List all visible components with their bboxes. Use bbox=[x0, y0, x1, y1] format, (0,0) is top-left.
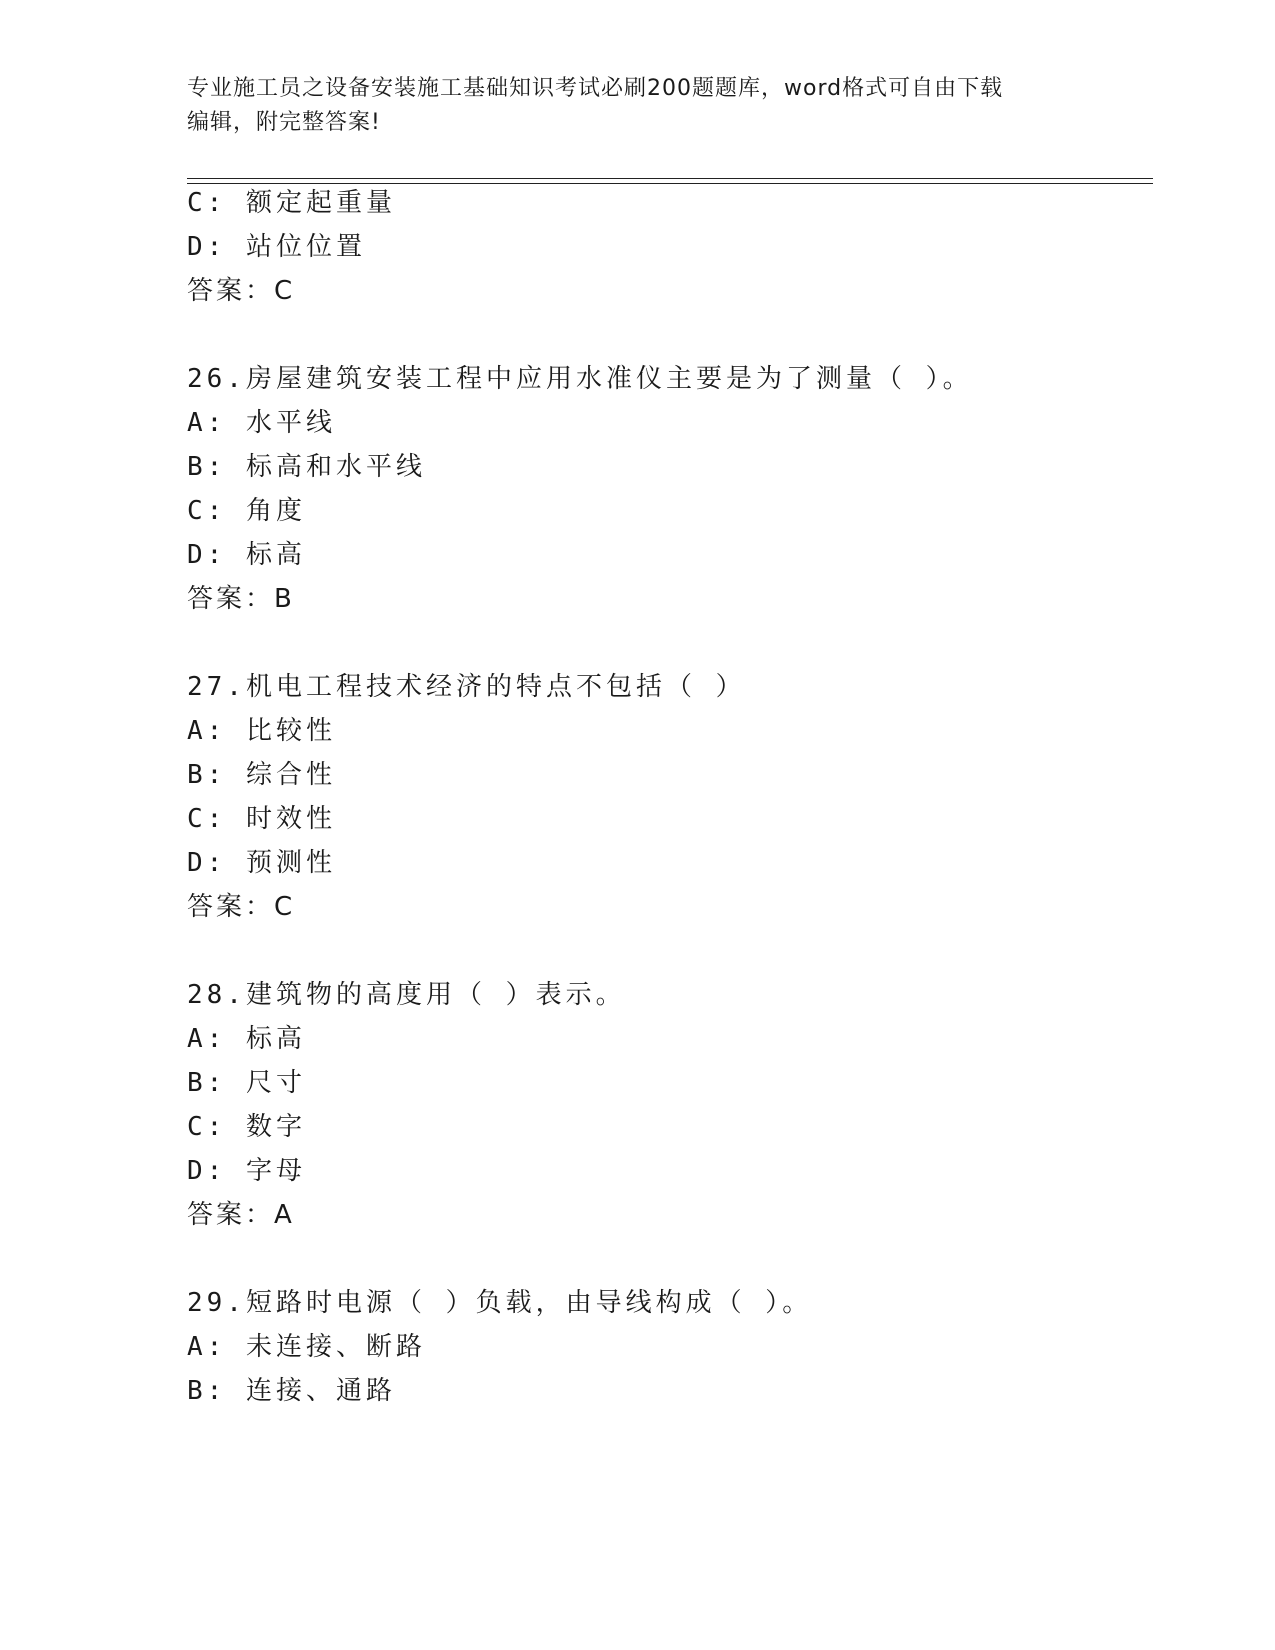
option-b: B: 连接、通路 bbox=[187, 1376, 396, 1406]
option-a: A: 水平线 bbox=[187, 408, 336, 438]
answer-line: 答案：B bbox=[187, 584, 295, 614]
option-d: D: 字母 bbox=[187, 1156, 306, 1186]
option-c: C: 数字 bbox=[187, 1112, 306, 1142]
option-c: C: 额定起重量 bbox=[187, 188, 396, 218]
question-stem: 27.机电工程技术经济的特点不包括（ ） bbox=[187, 672, 746, 702]
answer-line: 答案：C bbox=[187, 276, 296, 306]
option-d: D: 标高 bbox=[187, 540, 306, 570]
option-a: A: 未连接、断路 bbox=[187, 1332, 426, 1362]
answer-line: 答案：C bbox=[187, 892, 296, 922]
header-title-line-2: 编辑，附完整答案! bbox=[187, 110, 381, 135]
option-c: C: 角度 bbox=[187, 496, 306, 526]
question-stem: 29.短路时电源（ ）负载，由导线构成（ ）。 bbox=[187, 1288, 813, 1318]
option-d: D: 预测性 bbox=[187, 848, 336, 878]
option-d: D: 站位位置 bbox=[187, 232, 366, 262]
header-title-line-1: 专业施工员之设备安装施工基础知识考试必刷200题题库，word格式可自由下载 bbox=[187, 76, 1004, 101]
question-stem: 28.建筑物的高度用（ ）表示。 bbox=[187, 980, 626, 1010]
option-b: B: 综合性 bbox=[187, 760, 336, 790]
answer-line: 答案：A bbox=[187, 1200, 295, 1230]
option-b: B: 尺寸 bbox=[187, 1068, 306, 1098]
option-a: A: 比较性 bbox=[187, 716, 336, 746]
option-b: B: 标高和水平线 bbox=[187, 452, 426, 482]
question-stem: 26.房屋建筑安装工程中应用水准仪主要是为了测量（ ）。 bbox=[187, 364, 973, 394]
option-c: C: 时效性 bbox=[187, 804, 336, 834]
option-a: A: 标高 bbox=[187, 1024, 306, 1054]
question-list bbox=[187, 0, 1153, 1650]
